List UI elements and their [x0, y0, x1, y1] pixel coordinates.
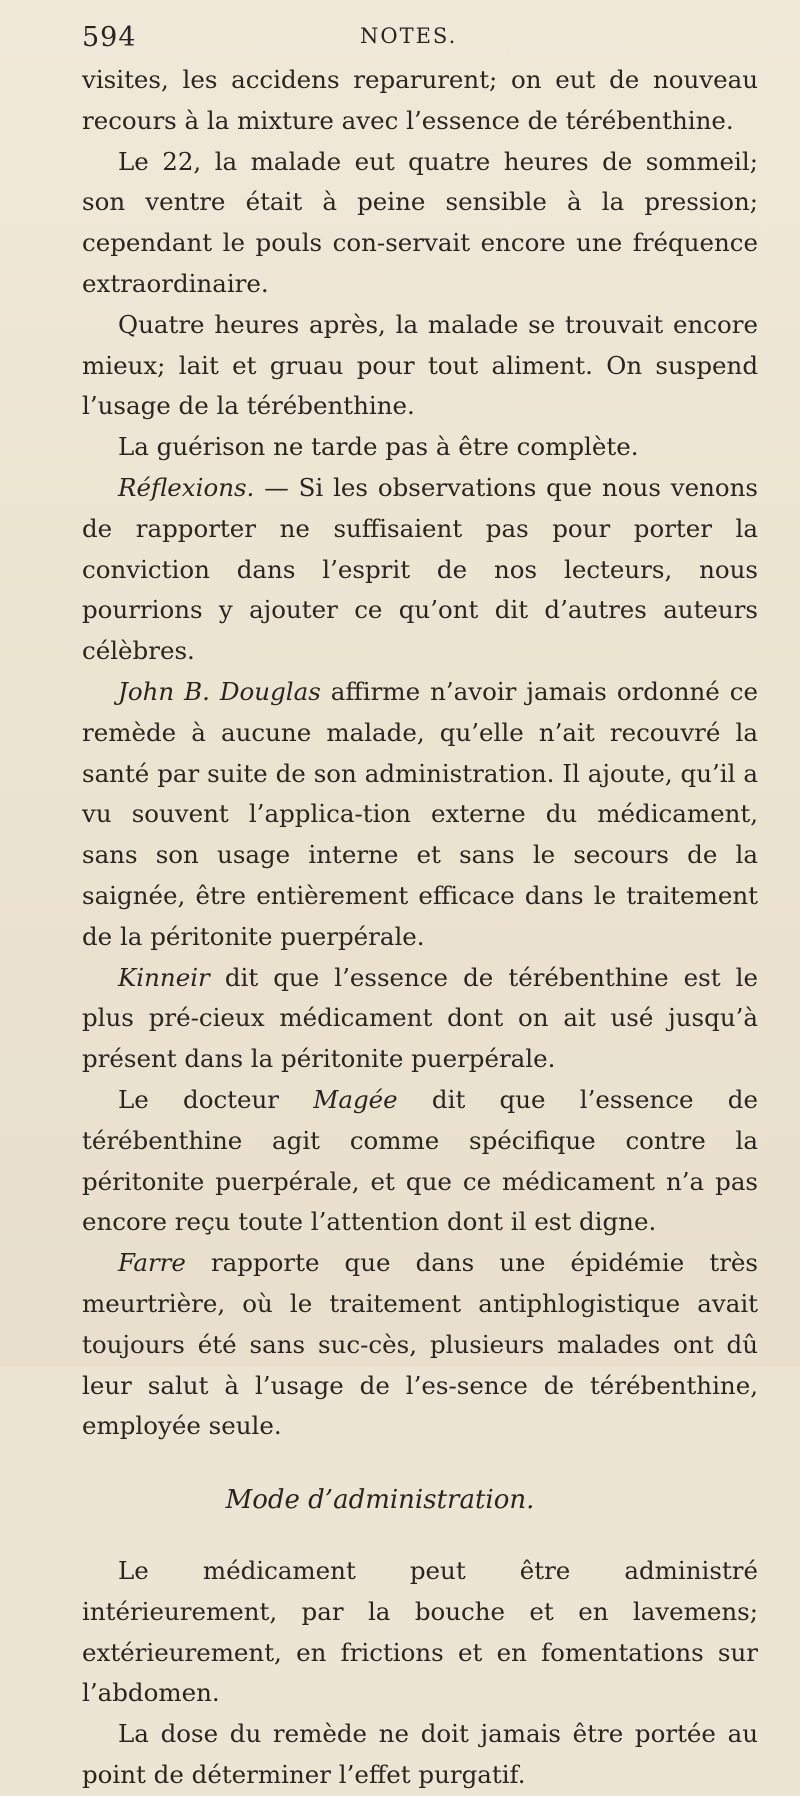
paragraph-douglas: John B. Douglas affirme n’avoir jamais ordonné ce remède à aucune malade, qu’elle n’ait recouvré la santé par suite de son administration. Il ajoute, qu’il a vu souvent l’applica-tion externe du médicament, sans son usage interne et sans le secours de la saignée, être entièrement efficace dans le traitement de la péritonite puerpérale. — [82, 676, 759, 951]
paragraph-dose: La dose du remède ne doit jamais être portée au point de déterminer l’effet purgatif. — [82, 1719, 758, 1790]
paragraph-continuation: visites, les accidens reparurent; on eut de nouveau recours à la mixture avec l’essence de térébenthine. — [82, 65, 758, 135]
author-kinneir: Kinneir — [118, 962, 210, 992]
paragraph-kinneir: Kinneir dit que l’essence de térébenthine est le plus pré-cieux médicament dont on ait usé jusqu’à présent dans la péritonite puerpérale. — [82, 962, 758, 1074]
paragraph-administration: Le médicament peut être administré intérieurement, par la bouche et en lavemens; extérieurement, en frictions et en fomentations sur l’abdomen. — [82, 1556, 758, 1708]
paragraph-recovery: La guérison ne tarde pas à être complète. — [118, 432, 639, 462]
page-header — [82, 14, 740, 58]
page-number: 594 — [82, 22, 137, 53]
author-farre: Farre — [118, 1248, 186, 1278]
paragraph-farre: Farre rapporte que dans une épidémie très meurtrière, où le traitement antiphlogistique avait toujours été sans suc-cès, plusieurs malades ont dû leur salut à l’usage de l’es-sence de térébenthine, employée seule. — [82, 1248, 758, 1441]
paragraph-reflexions: Réflexions. — Si les observations que nous venons de rapporter ne suffisaient pas pour porter la conviction dans l’esprit de nos lecteurs, nous pourrions y ajouter ce qu’ont dit d’autres auteurs célèbres. — [82, 472, 758, 666]
reflexions-lead: Réflexions. — [118, 472, 255, 502]
body-text — [82, 60, 758, 1796]
running-head: NOTES. — [360, 24, 458, 48]
author-magee: Magée — [313, 1084, 398, 1114]
paragraph-magee: Le docteur Magée dit que l’essence de térébenthine agit comme spécifique contre la péritonite puerpérale, et que ce médicament n’a pas encore reçu toute l’attention dont il est digne. — [82, 1084, 758, 1237]
paragraph-day-22: Le 22, la malade eut quatre heures de sommeil; son ventre était à peine sensible à la pression; cependant le pouls con-servait encore une fréquence extraordinaire. — [82, 146, 758, 298]
author-douglas: John B. Douglas — [118, 676, 321, 706]
section-title: Mode d’administration. — [225, 1485, 535, 1516]
paragraph-four-hours-later: Quatre heures après, la malade se trouvait encore mieux; lait et gruau pour tout aliment. On suspend l’usage de la térébenthine. — [82, 309, 758, 421]
